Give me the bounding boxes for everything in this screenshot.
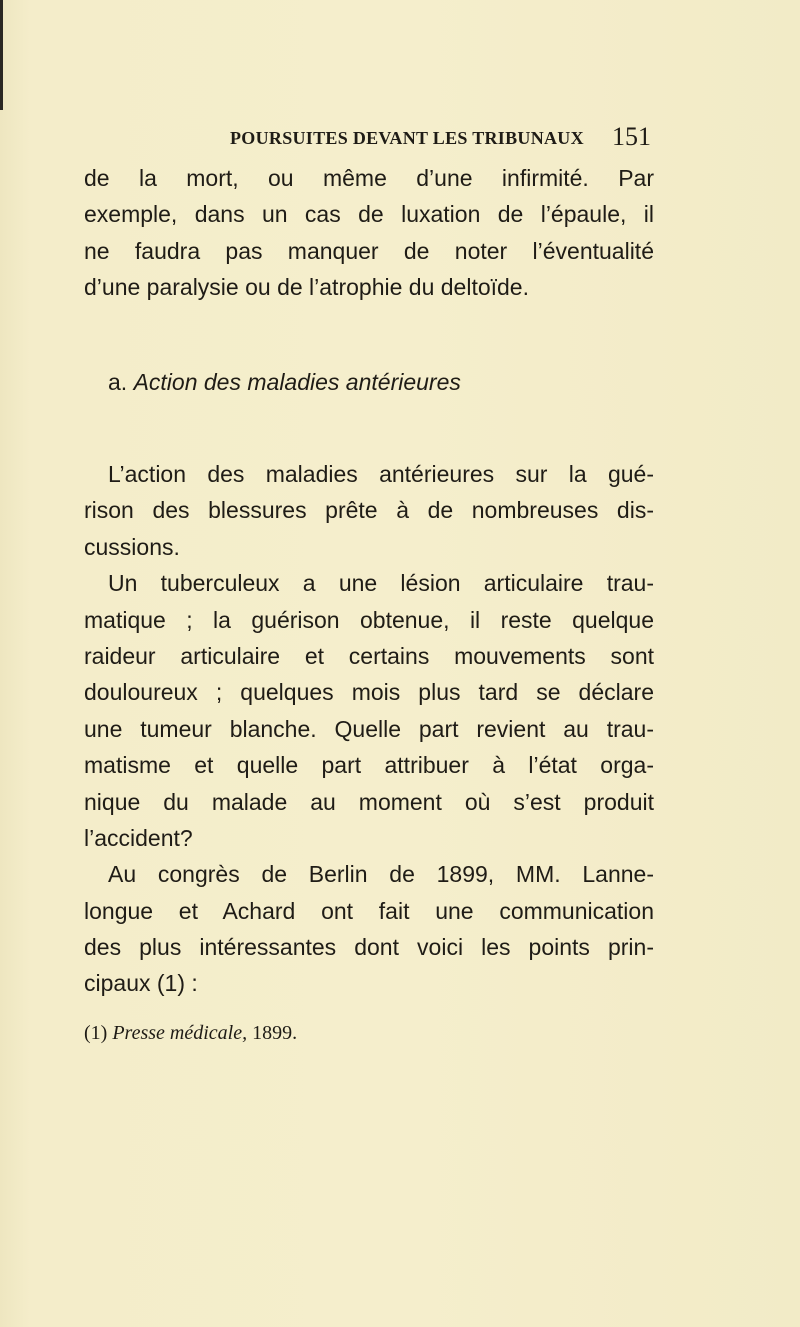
page-number: 151 [612,122,651,151]
text-line: Un tuberculeux a une lésion articulaire trau- [108,570,654,597]
text-line: cussions. [84,533,180,560]
text-line: d’une paralysie ou de l’atrophie du deltoïde. [84,274,529,301]
text-line: longue et Achard ont fait une communication [84,897,654,924]
text-line: Au congrès de Berlin de 1899, MM. Lanne- [108,861,654,888]
text-line: une tumeur blanche. Quelle part revient au trau- [84,715,654,742]
body-paragraphs [84,456,654,1002]
text-line: rison des blessures prête à de nombreuses dis- [84,497,654,524]
text-line: l’accident? [84,824,193,851]
footnote [84,1022,297,1045]
text-line: raideur articulaire et certains mouvements sont [84,642,654,669]
text-line: douloureux ; quelques mois plus tard se déclare [84,679,654,706]
text-line: L’action des maladies antérieures sur la gué- [108,461,654,487]
text-line: cipaux (1) : [84,970,198,997]
section-marker: a. [108,369,128,395]
footnote-marker: (1) [84,1022,108,1044]
text-line: exemple, dans un cas de luxation de l’épaule, il [84,201,654,228]
text-line: ne faudra pas manquer de noter l’éventualité [84,237,654,264]
text-line: des plus intéressantes dont voici les points prin- [84,934,654,961]
section-heading [108,369,461,396]
footnote-year: 1899. [252,1022,298,1044]
paragraph-1 [84,160,654,306]
text-line: de la mort, ou même d’une infirmité. Par [84,165,654,191]
footnote-source: Presse médicale, [112,1022,248,1044]
running-title: POURSUITES DEVANT LES TRIBUNAUX [230,128,584,148]
text-line: matisme et quelle part attribuer à l’état orga- [84,752,654,779]
scan-edge [0,0,3,110]
text-line: nique du malade au moment où s’est produit [84,788,654,815]
section-title: Action des maladies antérieures [133,369,461,395]
text-line: matique ; la guérison obtenue, il reste quelque [84,606,654,633]
